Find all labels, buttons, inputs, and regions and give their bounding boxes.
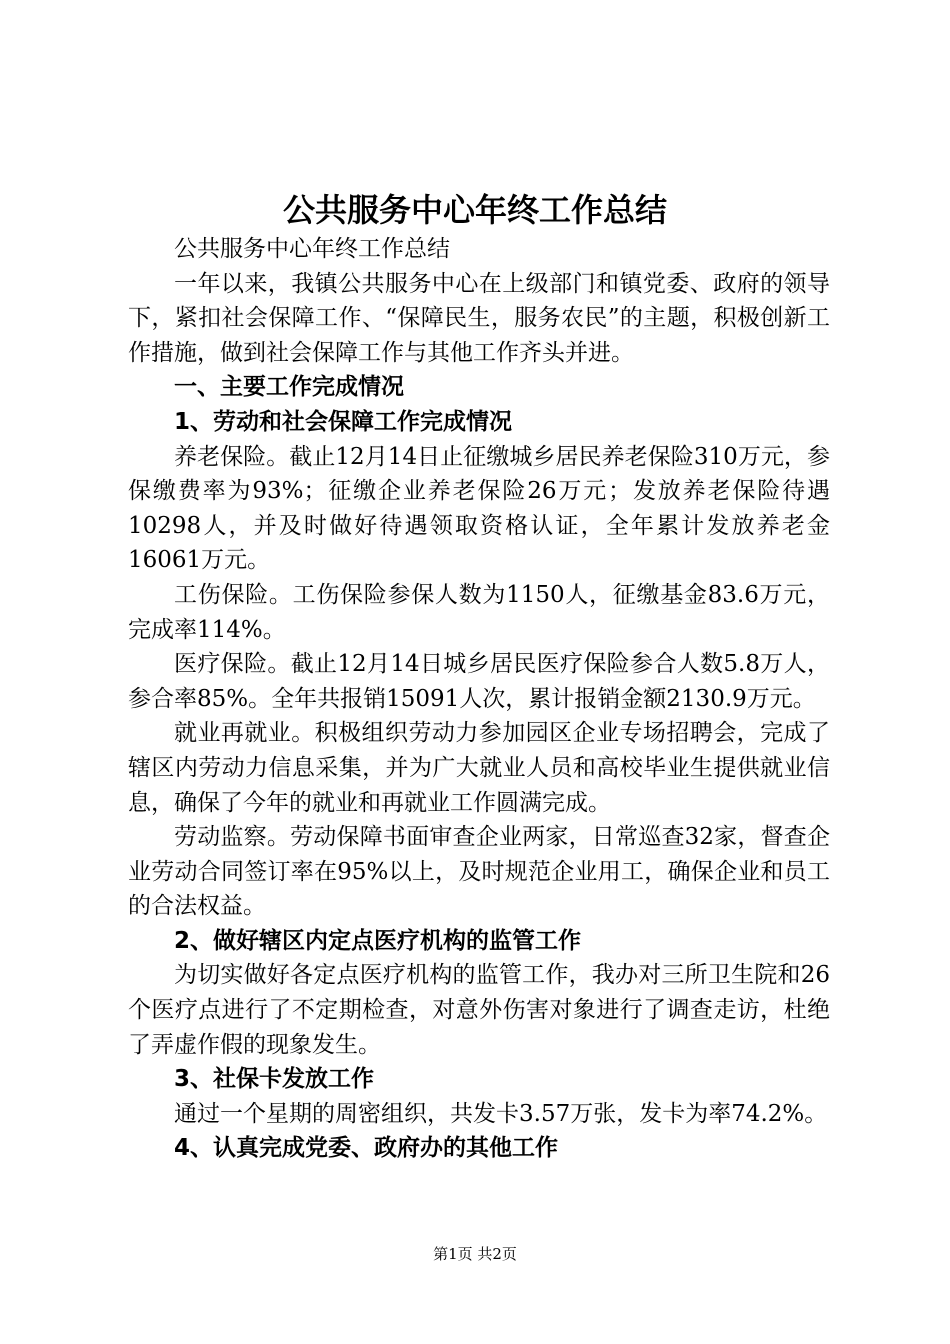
paragraph-pension-insurance: 养老保险。截止12月14日止征缴城乡居民养老保险310万元，参保缴费率为93%；征缴企业养老保险26万元；发放养老保险待遇10298人，并及时做好待遇领取资格认证，全年累计发放养老金16061万元。 bbox=[128, 443, 830, 574]
paragraph-medical-supervision: 为切实做好各定点医疗机构的监管工作，我办对三所卫生院和26个医疗点进行了不定期检查，对意外伤害对象进行了调查走访，杜绝了弄虚作假的现象发生。 bbox=[128, 962, 830, 1058]
heading-other-work: 4、认真完成党委、政府办的其他工作 bbox=[174, 1135, 559, 1162]
heading-medical-supervision: 2、做好辖区内定点医疗机构的监管工作 bbox=[174, 927, 582, 954]
paragraph-employment: 就业再就业。积极组织劳动力参加园区企业专场招聘会，完成了辖区内劳动力信息采集，并为广大就业人员和高校毕业生提供就业信息，确保了今年的就业和再就业工作圆满完成。 bbox=[128, 720, 830, 816]
paragraph-subtitle: 公共服务中心年终工作总结 bbox=[174, 236, 450, 262]
page-footer: 第1页 共2页 bbox=[433, 1245, 517, 1263]
heading-labor-social-security: 1、劳动和社会保障工作完成情况 bbox=[174, 408, 513, 435]
paragraph-intro: 一年以来，我镇公共服务中心在上级部门和镇党委、政府的领导下，紧扣社会保障工作、“保障民生，服务农民”的主题，积极创新工作措施，做到社会保障工作与其他工作齐头并进。 bbox=[128, 270, 830, 366]
heading-main-work: 一、主要工作完成情况 bbox=[174, 374, 404, 401]
paragraph-labor-inspection: 劳动监察。劳动保障书面审查企业两家，日常巡查32家，督查企业劳动合同签订率在95%以上，及时规范企业用工，确保企业和员工的合法权益。 bbox=[128, 824, 830, 920]
paragraph-medical-insurance: 医疗保险。截止12月14日城乡居民医疗保险参合人数5.8万人，参合率85%。全年共报销15091人次，累计报销金额2130.9万元。 bbox=[128, 651, 830, 712]
paragraph-injury-insurance: 工伤保险。工伤保险参保人数为1150人，征缴基金83.6万元，完成率114%。 bbox=[128, 581, 830, 643]
paragraph-social-security-card: 通过一个星期的周密组织，共发卡3.57万张，发卡为率74.2%。 bbox=[174, 1100, 828, 1127]
document-title: 公共服务中心年终工作总结 bbox=[282, 191, 667, 229]
document-body bbox=[128, 232, 830, 1166]
heading-social-security-card: 3、社保卡发放工作 bbox=[174, 1066, 375, 1093]
